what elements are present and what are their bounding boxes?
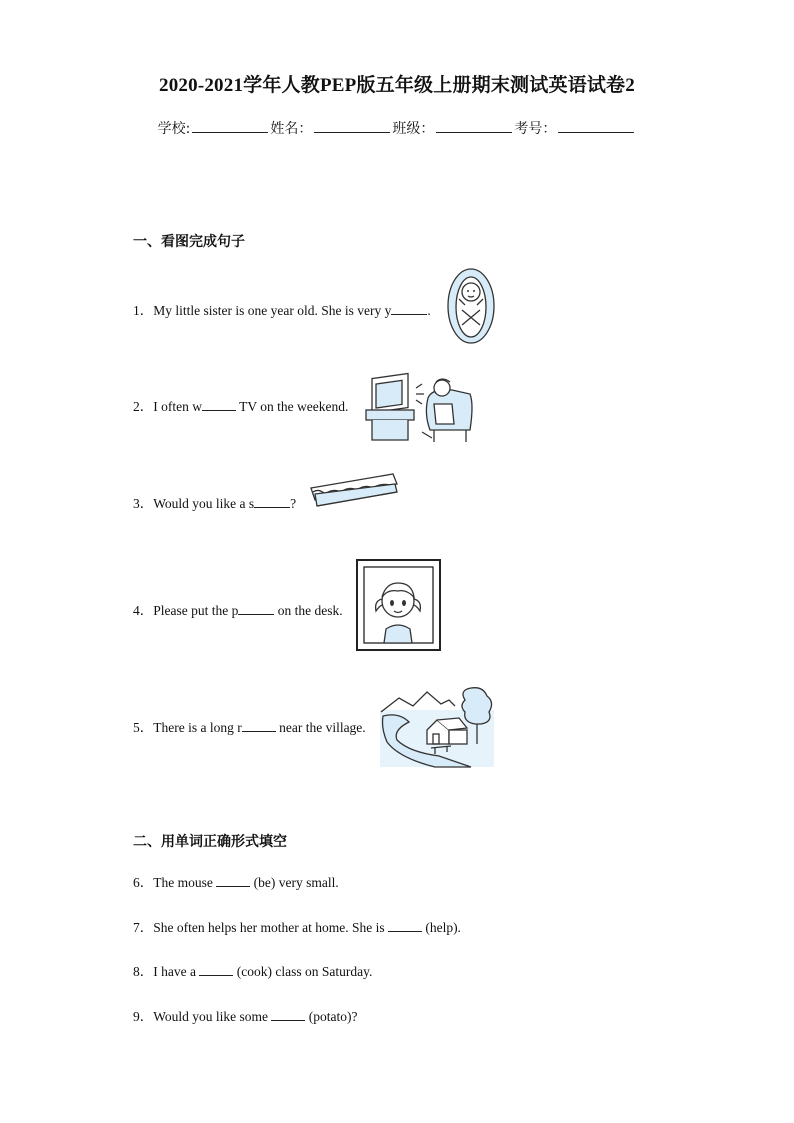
school-blank[interactable] bbox=[192, 120, 268, 133]
question-number: 3． bbox=[133, 496, 154, 511]
question-7 bbox=[133, 916, 461, 936]
sandwich-icon bbox=[305, 470, 401, 510]
river-village-icon bbox=[379, 686, 495, 768]
girl-picture-icon bbox=[356, 559, 441, 651]
question-text: She often helps her mother at home. She is bbox=[153, 920, 388, 935]
question-2 bbox=[133, 395, 348, 415]
question-text: The mouse bbox=[153, 875, 217, 890]
answer-blank[interactable] bbox=[242, 719, 276, 732]
school-label: 学校: bbox=[157, 121, 191, 137]
section-2-title: 二、用单词正确形式填空 bbox=[133, 834, 287, 850]
baby-icon bbox=[443, 265, 499, 347]
name-label: 姓名： bbox=[270, 121, 313, 137]
answer-blank[interactable] bbox=[199, 963, 233, 976]
class-label: 班级： bbox=[392, 121, 435, 137]
question-8 bbox=[133, 960, 372, 980]
question-text: I have a bbox=[153, 964, 200, 979]
name-blank[interactable] bbox=[314, 120, 390, 133]
question-number: 4． bbox=[133, 603, 154, 618]
question-text: Please put the p bbox=[153, 603, 239, 618]
question-number: 5． bbox=[133, 720, 154, 735]
question-1 bbox=[133, 299, 431, 319]
question-text: My little sister is one year old. She is very y bbox=[153, 303, 392, 318]
question-5 bbox=[133, 716, 366, 736]
question-text-end: near the village. bbox=[275, 720, 366, 735]
question-text-end: . bbox=[427, 303, 431, 318]
page-title: 2020-2021学年人教PEP版五年级上册期末测试英语试卷2 bbox=[159, 75, 635, 96]
question-text-end: ? bbox=[290, 496, 297, 511]
question-number: 6． bbox=[133, 875, 154, 890]
question-text-end: (potato)? bbox=[305, 1009, 358, 1024]
answer-blank[interactable] bbox=[391, 302, 427, 315]
question-number: 9． bbox=[133, 1009, 154, 1024]
question-3 bbox=[133, 492, 296, 512]
section-1-title: 一、看图完成句子 bbox=[133, 234, 245, 250]
answer-blank[interactable] bbox=[202, 398, 236, 411]
question-text-end: TV on the weekend. bbox=[235, 399, 349, 414]
answer-blank[interactable] bbox=[216, 874, 250, 887]
question-9 bbox=[133, 1005, 358, 1025]
question-text: I often w bbox=[153, 399, 202, 414]
question-text-end: (cook) class on Saturday. bbox=[233, 964, 373, 979]
number-label: 考号： bbox=[514, 121, 557, 137]
answer-blank[interactable] bbox=[388, 919, 422, 932]
question-text: Would you like some bbox=[153, 1009, 272, 1024]
answer-blank[interactable] bbox=[271, 1008, 305, 1021]
question-text-end: (help). bbox=[421, 920, 461, 935]
question-4 bbox=[133, 599, 343, 619]
question-6 bbox=[133, 871, 339, 891]
question-number: 2． bbox=[133, 399, 154, 414]
question-text-end: on the desk. bbox=[274, 603, 343, 618]
question-number: 8． bbox=[133, 964, 154, 979]
class-blank[interactable] bbox=[436, 120, 512, 133]
question-number: 1． bbox=[133, 303, 154, 318]
answer-blank[interactable] bbox=[238, 602, 274, 615]
answer-blank[interactable] bbox=[254, 495, 290, 508]
number-blank[interactable] bbox=[558, 120, 634, 133]
student-info-line bbox=[0, 118, 794, 138]
question-text: There is a long r bbox=[153, 720, 242, 735]
question-text-end: (be) very small. bbox=[250, 875, 339, 890]
tv-watching-icon bbox=[362, 368, 476, 444]
question-text: Would you like a s bbox=[153, 496, 255, 511]
question-number: 7． bbox=[133, 920, 154, 935]
